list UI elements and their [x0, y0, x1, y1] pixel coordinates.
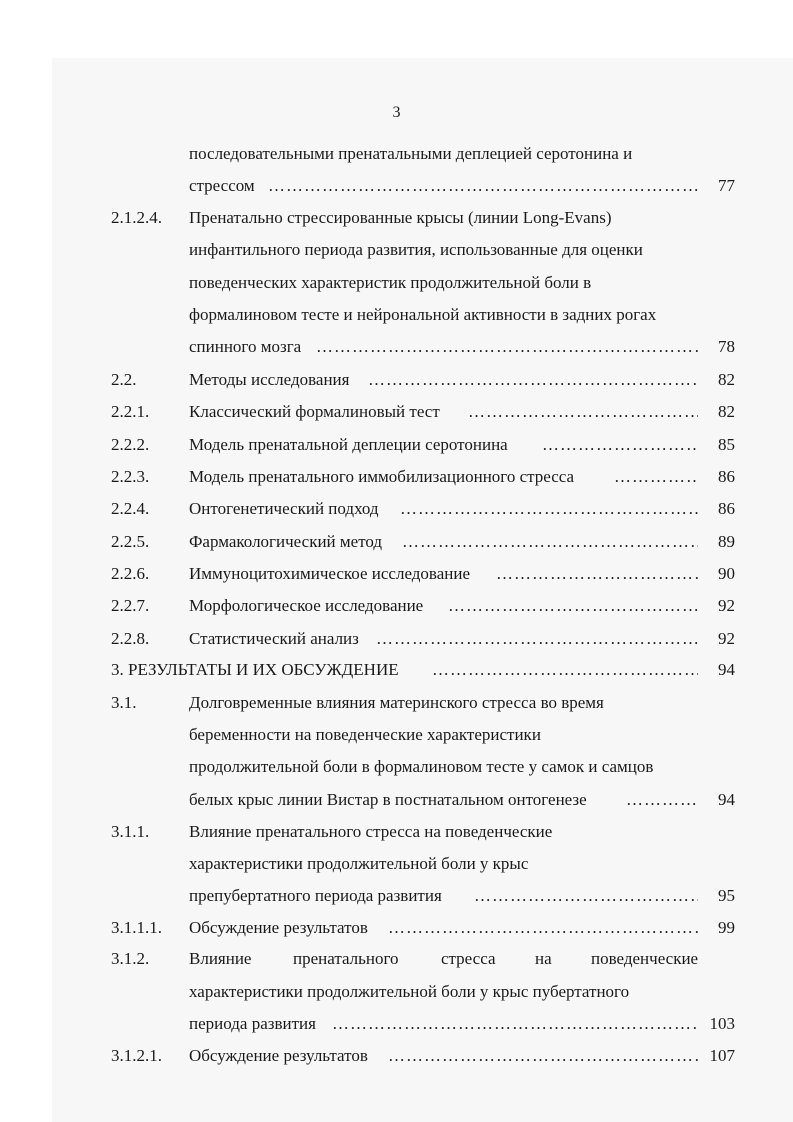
toc-section-number: 2.2.1. — [111, 402, 150, 421]
toc-page-number[interactable]: 94 — [718, 790, 735, 809]
toc-section-number: 2.1.2.4. — [111, 208, 162, 227]
toc-page-number[interactable]: 90 — [718, 564, 735, 583]
toc-entry-text: Пренатально стрессированные крысы (линии Long-Evans) — [189, 208, 612, 227]
toc-section-number: 2.2.5. — [111, 532, 150, 551]
toc-section-number: 2.2.4. — [111, 499, 150, 518]
toc-entry-text: поведенческих характеристик продолжительной боли в — [189, 273, 592, 292]
toc-entry-text: продолжительной боли в формалиновом тесте у самок и самцов — [189, 757, 654, 776]
toc-leader-dots — [376, 628, 698, 650]
toc-entry-text: спинного мозга — [189, 337, 302, 356]
toc-section-number: 2.2.2. — [111, 435, 150, 454]
toc-leader-dots — [400, 498, 698, 520]
toc-leader-dots — [388, 917, 698, 939]
toc-leader-dots — [614, 466, 698, 488]
toc-section-number: 3.1.1.1. — [111, 918, 162, 937]
toc-page-number[interactable]: 78 — [718, 337, 735, 356]
toc-section-number: 2.2.6. — [111, 564, 150, 583]
toc-leader-dots — [368, 369, 698, 391]
toc-entry-text: стрессом — [189, 176, 255, 195]
toc-word: стресса — [441, 949, 496, 968]
toc-entry-text: инфантильного периода развития, использованные для оценки — [189, 240, 643, 259]
toc-page-number[interactable]: 92 — [718, 629, 735, 648]
toc-section-number: 2.2.7. — [111, 596, 150, 615]
toc-entry-text — [189, 948, 701, 970]
toc-entry-text: периода развития — [189, 1014, 316, 1033]
toc-section-number: 3.1. — [111, 693, 137, 712]
toc-word: поведенческие — [591, 949, 699, 968]
toc-entry-text: характеристики продолжительной боли у крыс пубертатного — [189, 982, 630, 1001]
toc-section-number: 2.2.8. — [111, 629, 150, 648]
page-number: 3 — [392, 104, 401, 121]
toc-entry-text: Статистический анализ — [189, 629, 359, 648]
toc-leader-dots — [474, 885, 698, 907]
toc-leader-dots — [626, 789, 698, 811]
toc-word: на — [535, 949, 552, 968]
toc-leader-dots — [432, 659, 698, 681]
toc-section-number: 3.1.2. — [111, 949, 150, 968]
toc-page-number[interactable]: 82 — [718, 402, 735, 421]
toc-entry-text: формалиновом тесте и нейрональной активности в задних рогах — [189, 305, 657, 324]
toc-leader-dots — [402, 531, 698, 553]
toc-word: Влияние — [189, 949, 252, 968]
toc-entry-text: препубертатного периода развития — [189, 886, 442, 905]
toc-leader-dots — [316, 336, 698, 358]
toc-entry-text: Иммуноцитохимическое исследование — [189, 564, 471, 583]
toc-word: пренатального — [293, 949, 399, 968]
toc-entry-text: Модель пренатального иммобилизационного стресса — [189, 467, 575, 486]
toc-page-number[interactable]: 107 — [709, 1046, 735, 1065]
toc-leader-dots — [448, 595, 698, 617]
toc-section-number: 2.2. — [111, 370, 137, 389]
toc-entry-text: Онтогенетический подход — [189, 499, 379, 518]
toc-leader-dots — [268, 175, 698, 197]
toc-page-number[interactable]: 94 — [718, 660, 735, 679]
toc-leader-dots — [542, 434, 698, 456]
toc-entry-text: белых крыс линии Вистар в постнатальном онтогенезе — [189, 790, 587, 809]
toc-entry-text: Фармакологический метод — [189, 532, 383, 551]
toc-page-number[interactable]: 86 — [718, 467, 735, 486]
toc-entry-text: Обсуждение результатов — [189, 918, 368, 937]
toc-page-number[interactable]: 103 — [709, 1014, 735, 1033]
toc-leader-dots — [468, 401, 698, 423]
toc-entry-text: характеристики продолжительной боли у крыс — [189, 854, 529, 873]
toc-section-number: 3.1.2.1. — [111, 1046, 162, 1065]
toc-entry-text: Методы исследования — [189, 370, 350, 389]
toc-entry-text: Влияние пренатального стресса на поведенческие — [189, 822, 553, 841]
toc-leader-dots — [332, 1013, 698, 1035]
toc-entry-text: Обсуждение результатов — [189, 1046, 368, 1065]
toc-page-number[interactable]: 82 — [718, 370, 735, 389]
toc-section-number: 3.1.1. — [111, 822, 150, 841]
toc-leader-dots — [496, 563, 698, 585]
toc-entry-text: Долговременные влияния материнского стресса во время — [189, 693, 604, 712]
toc-page-number[interactable]: 77 — [718, 176, 735, 195]
toc-entry-text: последовательными пренатальными деплецией серотонина и — [189, 144, 633, 163]
toc-entry-text: Морфологическое исследование — [189, 596, 424, 615]
toc-entry-text: беременности на поведенческие характеристики — [189, 725, 541, 744]
toc-section-number: 2.2.3. — [111, 467, 150, 486]
toc-entry-text: Модель пренатальной деплеции серотонина — [189, 435, 508, 454]
toc-page-number[interactable]: 89 — [718, 532, 735, 551]
toc-page-number[interactable]: 99 — [718, 918, 735, 937]
toc-page-number[interactable]: 85 — [718, 435, 735, 454]
toc-leader-dots — [388, 1045, 698, 1067]
toc-entry-text: Классический формалиновый тест — [189, 402, 440, 421]
toc-chapter-title: 3. РЕЗУЛЬТАТЫ И ИХ ОБСУЖДЕНИЕ — [111, 660, 399, 679]
toc-page-number[interactable]: 92 — [718, 596, 735, 615]
toc-page-number[interactable]: 95 — [718, 886, 735, 905]
toc-page-number[interactable]: 86 — [718, 499, 735, 518]
